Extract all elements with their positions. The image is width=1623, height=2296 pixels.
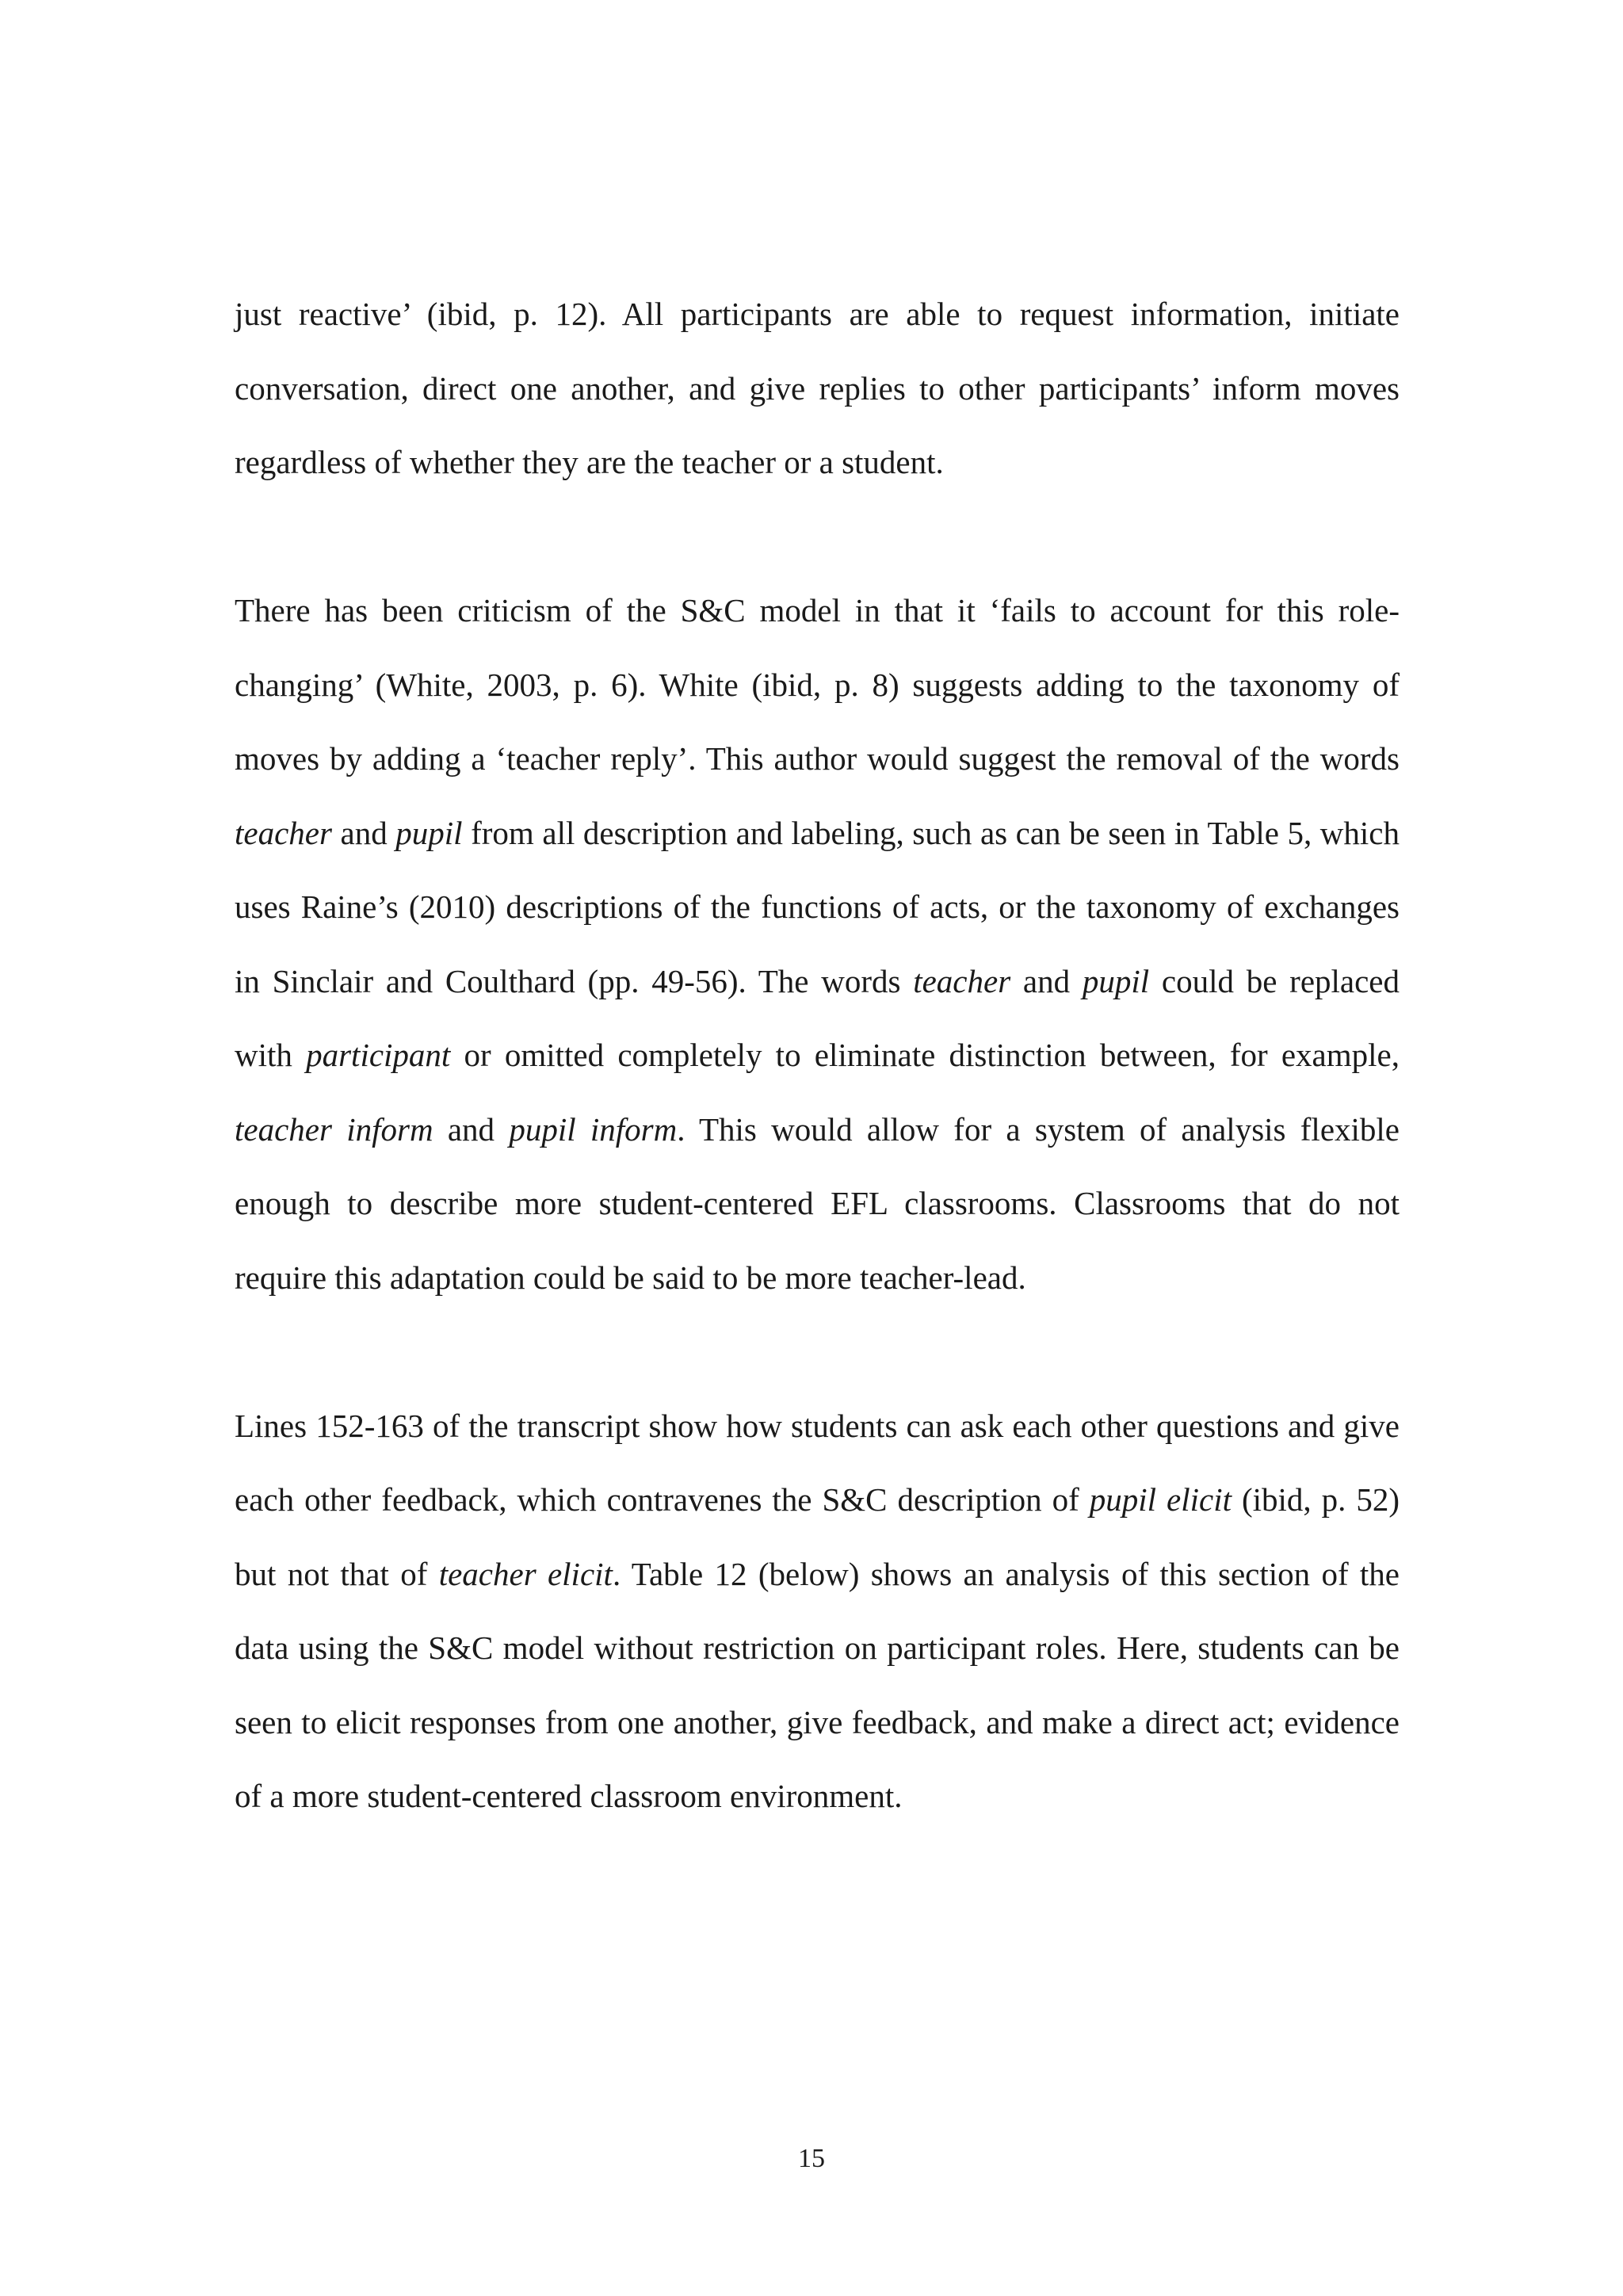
- italic-term: teacher inform: [235, 1110, 433, 1148]
- body-text: [235, 277, 1400, 1834]
- italic-term: pupil inform: [509, 1110, 678, 1148]
- paragraph-1: [235, 277, 1400, 500]
- paragraph-3: [235, 1389, 1400, 1834]
- text-segment: could be replaced with: [235, 962, 1400, 1073]
- text-segment: (ibid, p. 52) but not that of: [235, 1481, 1400, 1592]
- page-number: 15: [798, 2144, 825, 2173]
- italic-term: pupil: [395, 814, 463, 851]
- text-segment: from all description and labeling, such as can be seen in Table 5, which uses Raine’s (2010) descriptions of the functions of acts, or the taxonomy of exchanges in Sinclair and Coulthard (pp. 49-56). The words: [235, 814, 1400, 999]
- italic-term: teacher: [913, 962, 1011, 999]
- text-segment: There has been criticism of the S&C model in that it ‘fails to account for this role-changing’ (White, 2003, p. 6). White (ibid, p. 8) suggests adding to the taxonomy of moves by adding a ‘teacher reply’. This author would suggest the removal of the words: [235, 592, 1400, 777]
- text-segment: and: [433, 1110, 510, 1148]
- text-segment: . Table 12 (below) shows an analysis of this section of the data using the S&C model without restriction on participant roles. Here, students can be seen to elicit responses from one another, give feedback, and make a direct act; evidence of a more student-centered classroom environment.: [235, 1555, 1400, 1814]
- italic-term: teacher elicit: [438, 1555, 613, 1592]
- italic-term: pupil elicit: [1089, 1481, 1232, 1518]
- italic-term: pupil: [1082, 962, 1150, 999]
- paragraph-2: [235, 574, 1400, 1315]
- text-segment: and: [1010, 962, 1083, 999]
- text-segment: or omitted completely to eliminate distinction between, for example,: [450, 1037, 1400, 1073]
- italic-term: teacher: [235, 814, 332, 851]
- text-segment: . This would allow for a system of analysis flexible enough to describe more student-centered EFL classrooms. Classrooms that do not require this adaptation could be said to be more teacher-lead.: [235, 1110, 1400, 1296]
- text-segment: and: [331, 814, 396, 851]
- text-segment: Lines 152-163 of the transcript show how students can ask each other questions and give each other feedback, which contravenes the S&C description of: [235, 1407, 1400, 1518]
- italic-term: participant: [306, 1037, 451, 1073]
- text-segment: just reactive’ (ibid, p. 12). All participants are able to request information, initiate conversation, direct one another, and give replies to other participants’ inform moves regardless of whether they are the teacher or a student.: [235, 296, 1400, 480]
